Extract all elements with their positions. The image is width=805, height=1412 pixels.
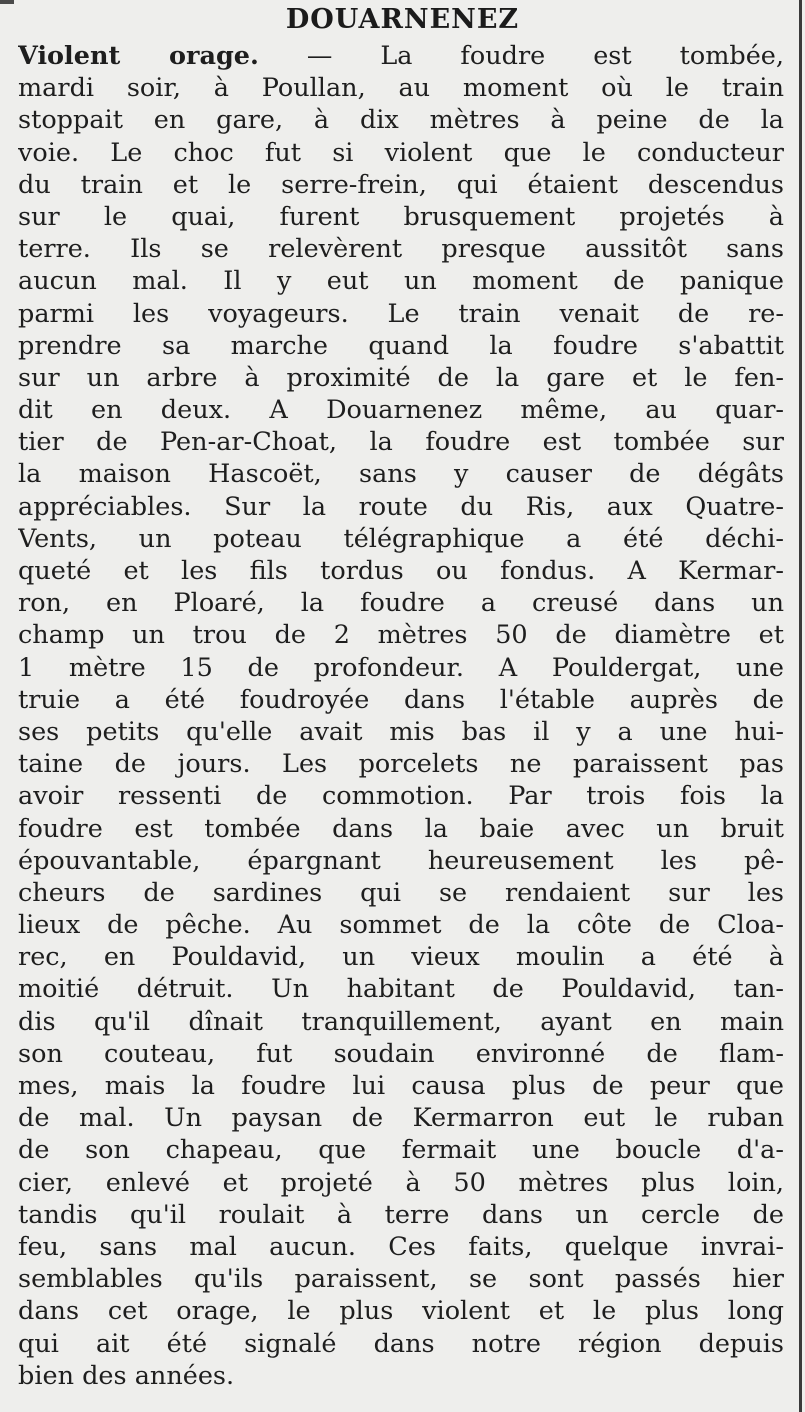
article-line: queté et les fils tordus ou fondus. A Kermar- (18, 556, 784, 586)
article-line: taine de jours. Les porcelets ne paraissent pas (18, 749, 784, 780)
article-line: 1 mètre 15 de profondeur. A Pouldergat, une (18, 652, 784, 683)
article-line: cheurs de sardines qui se rendaient sur les (18, 877, 784, 908)
article-line: avoir ressenti de commotion. Par trois fois la (18, 781, 784, 812)
article-lead: Violent orage. (18, 41, 259, 71)
article-line: ron, en Ploaré, la foudre a creusé dans un (18, 588, 784, 619)
article-line: stoppait en gare, à dix mètres à peine de la (18, 105, 784, 136)
article-line: épouvantable, épargnant heureusement les pê- (18, 845, 784, 876)
article-line: bien des années. (18, 1360, 235, 1391)
article-line: dis qu'il dînait tranquillement, ayant en main (18, 1006, 784, 1037)
article-line: rec, en Pouldavid, un vieux moulin a été à (18, 942, 784, 973)
article-line: feu, sans mal aucun. Ces faits, quelque invrai- (18, 1231, 784, 1262)
article-line: Violent orage. — La foudre est tombée, (18, 41, 784, 71)
article-line: terre. Ils se relevèrent presque aussitôt sans (18, 234, 784, 265)
article-line: de mal. Un paysan de Kermarron eut le ruban (18, 1103, 784, 1134)
article-line: ses petits qu'elle avait mis bas il y a une hui- (18, 716, 784, 747)
article-line: sur le quai, furent brusquement projetés à (18, 201, 784, 232)
article-line: sur un arbre à proximité de la gare et le fen- (18, 362, 784, 393)
article-line: voie. Le choc fut si violent que le conducteur (18, 137, 784, 168)
article-line: la maison Hascoët, sans y causer de dégâts (18, 459, 784, 490)
article-line: tandis qu'il roulait à terre dans un cercle de (18, 1199, 784, 1230)
article-line: mes, mais la foudre lui causa plus de peur que (18, 1071, 784, 1101)
column-rule (799, 0, 802, 1412)
article-line: parmi les voyageurs. Le train venait de re- (18, 298, 784, 329)
article-body (18, 40, 784, 1392)
article-line: qui ait été signalé dans notre région depuis (18, 1328, 784, 1359)
article-line: du train et le serre-frein, qui étaient descendus (18, 169, 784, 200)
article-line: cier, enlevé et projeté à 50 mètres plus loin, (18, 1167, 784, 1198)
article-line: dit en deux. A Douarnenez même, au quar- (18, 395, 784, 426)
article-line: Vents, un poteau télégraphique a été déchi- (18, 523, 784, 554)
article-headline: DOUARNENEZ (285, 4, 520, 35)
article-line: tier de Pen-ar-Choat, la foudre est tombée sur (18, 427, 784, 458)
article-line: foudre est tombée dans la baie avec un bruit (18, 813, 784, 844)
article-line: mardi soir, à Poullan, au moment où le train (18, 73, 784, 104)
article-line: lieux de pêche. Au sommet de la côte de Cloa- (18, 910, 784, 941)
article-line: son couteau, fut soudain environné de flam- (18, 1038, 784, 1069)
article-line: appréciables. Sur la route du Ris, aux Quatre- (18, 491, 784, 522)
article-line: moitié détruit. Un habitant de Pouldavid, tan- (18, 974, 784, 1005)
article-line: truie a été foudroyée dans l'étable auprès de (18, 684, 784, 715)
article-line: semblables qu'ils paraissent, se sont passés hier (18, 1264, 784, 1295)
article-line: de son chapeau, que fermait une boucle d'a- (18, 1135, 784, 1166)
article-line: champ un trou de 2 mètres 50 de diamètre et (18, 620, 784, 651)
article-line: dans cet orage, le plus violent et le plus long (18, 1296, 784, 1327)
article-line: prendre sa marche quand la foudre s'abattit (18, 330, 784, 361)
article-line: aucun mal. Il y eut un moment de panique (18, 266, 784, 297)
